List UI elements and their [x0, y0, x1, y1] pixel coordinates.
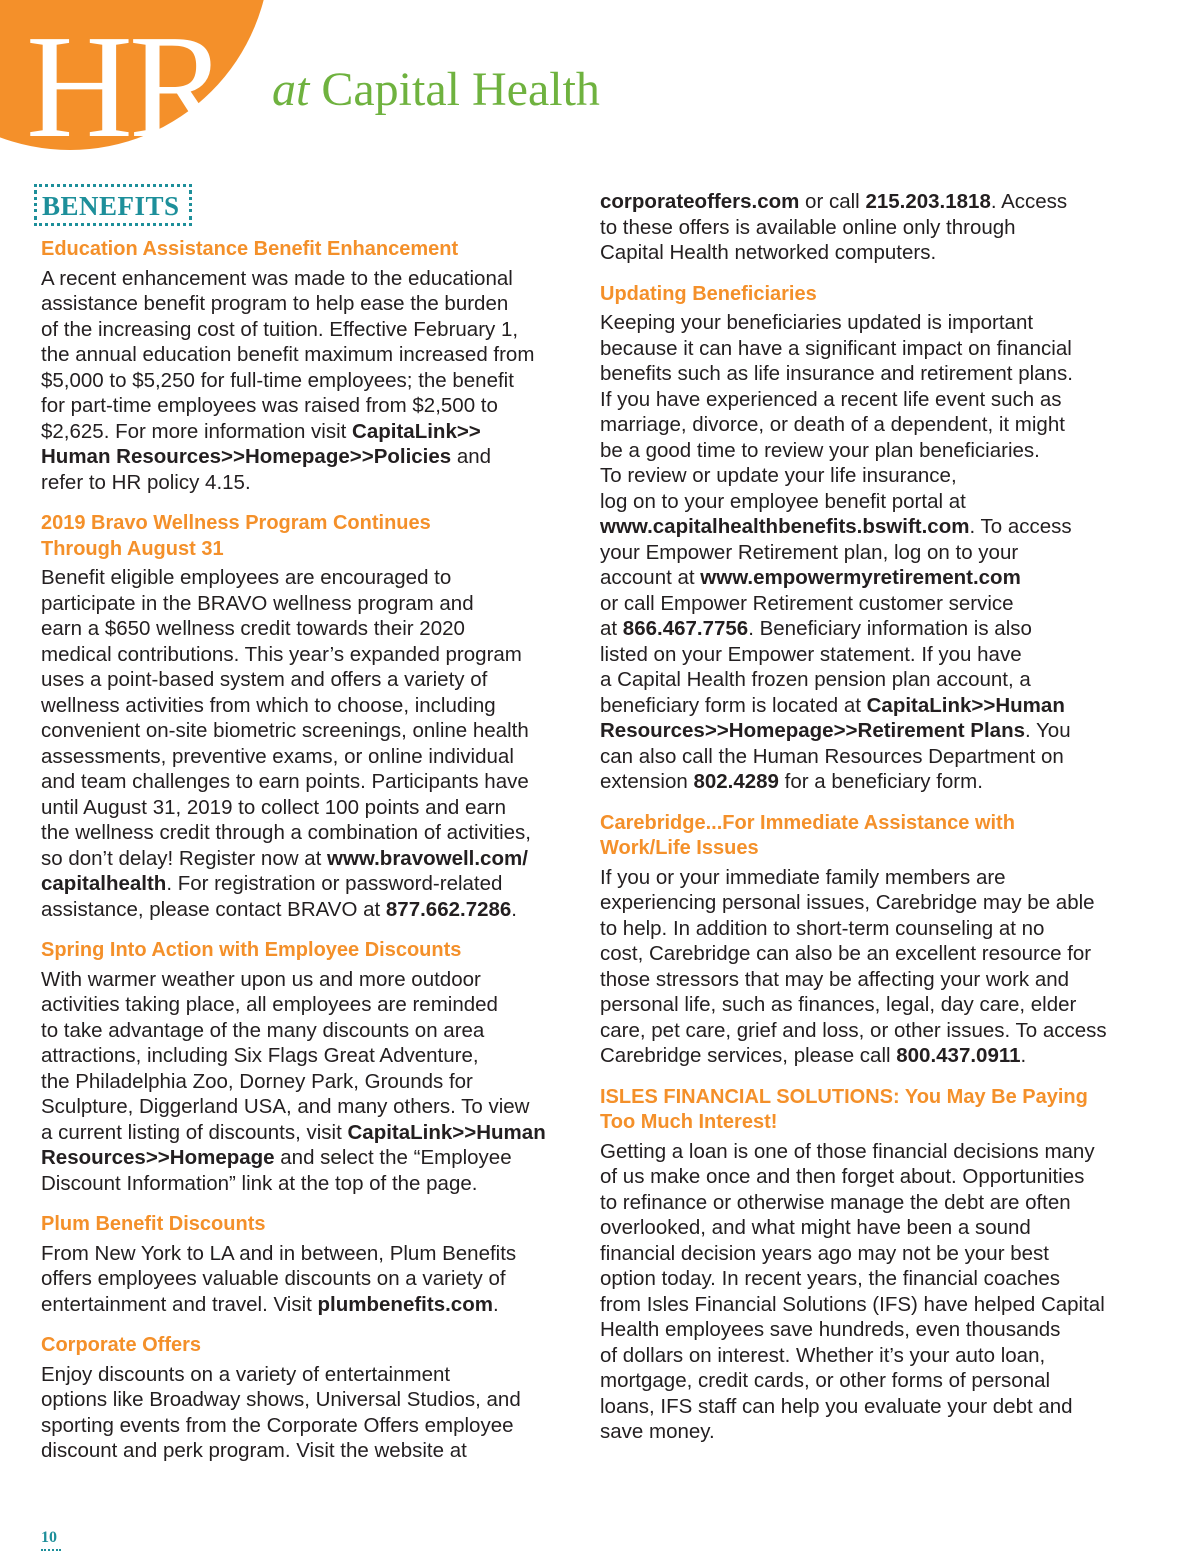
article-body	[41, 1241, 576, 1318]
body-line: save money.	[600, 1420, 715, 1443]
body-line: personal life, such as finances, legal, day care, elder	[600, 993, 1077, 1016]
article-title	[41, 511, 576, 562]
bold-reference: Resources>>Homepage>>Retirement Plans	[600, 719, 1025, 742]
subtitle-at: at	[272, 63, 310, 116]
article-carebridge	[600, 811, 1145, 1069]
article-title	[600, 282, 1145, 308]
body-line: corporateoffers.com or call 215.203.1818. Access	[600, 190, 1068, 213]
body-line: www.capitalhealthbenefits.bswift.com. To access	[600, 515, 1072, 538]
hr-logo: HR	[26, 5, 224, 169]
body-line: $2,625. For more information visit CapitaLink>>	[41, 419, 481, 443]
body-line: earn a $650 wellness credit towards their 2020	[41, 617, 465, 640]
body-line: extension 802.4289 for a beneficiary form.	[600, 770, 983, 793]
article-title	[41, 237, 576, 263]
article-title	[41, 938, 576, 964]
body-line: overlooked, and what might have been a sound	[600, 1216, 1031, 1239]
body-line: Capital Health networked computers.	[600, 241, 937, 264]
title-line: Updating Beneficiaries	[600, 282, 817, 305]
bold-reference: 866.467.7756	[622, 617, 749, 640]
body-line: or call Empower Retirement customer service	[600, 591, 1014, 615]
title-line: Carebridge...For Immediate Assistance with	[600, 811, 1015, 834]
article-corporate-offers	[41, 1333, 576, 1464]
article-bravo-wellness	[41, 511, 576, 922]
body-line: With warmer weather upon us and more outdoor	[41, 967, 481, 991]
title-line: ISLES FINANCIAL SOLUTIONS: You May Be Paying	[600, 1085, 1088, 1108]
bold-reference: corporateoffers.com	[600, 190, 800, 213]
page-number: 10	[41, 1529, 57, 1546]
body-line: log on to your employee benefit portal at	[600, 489, 966, 513]
title-line: Work/Life Issues	[600, 837, 759, 859]
body-line: can also call the Human Resources Department on	[600, 744, 1064, 768]
body-line: If you have experienced a recent life event such as	[600, 387, 1062, 411]
body-line: to refinance or otherwise manage the debt are often	[600, 1190, 1071, 1214]
body-line: experiencing personal issues, Carebridge may be able	[600, 891, 1095, 914]
body-line: the wellness credit through a combination of activities,	[41, 821, 531, 844]
body-line: attractions, including Six Flags Great Adventure,	[41, 1044, 479, 1067]
body-line: activities taking place, all employees are reminded	[41, 993, 498, 1016]
body-line: If you or your immediate family members are	[600, 865, 1006, 889]
bold-reference: 215.203.1818	[865, 190, 991, 213]
bold-reference: 802.4289	[693, 770, 779, 793]
body-line: From New York to LA and in between, Plum Benefits	[41, 1241, 517, 1265]
article-title	[600, 1085, 1145, 1136]
title-line: Plum Benefit Discounts	[41, 1213, 266, 1235]
body-line: Keeping your beneficiaries updated is important	[600, 311, 1034, 334]
body-line: until August 31, 2019 to collect 100 points and earn	[41, 795, 507, 819]
article-corporate-offers-continued	[600, 189, 1145, 266]
bold-reference: www.capitalhealthbenefits.bswift.com	[600, 515, 970, 538]
body-line: Getting a loan is one of those financial decisions many	[600, 1139, 1095, 1163]
article-title	[41, 1212, 576, 1238]
title-line: Too Much Interest!	[600, 1111, 778, 1133]
benefits-badge	[34, 184, 192, 226]
body-line: marriage, divorce, or death of a dependent, it might	[600, 413, 1065, 436]
body-line: wellness activities from which to choose, including	[41, 693, 496, 717]
body-line: a Capital Health frozen pension plan account, a	[600, 668, 1031, 691]
body-line: Health employees save hundreds, even thousands	[600, 1318, 1061, 1341]
body-line: To review or update your life insurance,	[600, 464, 957, 487]
article-body	[600, 189, 1145, 266]
body-line: care, pet care, grief and loss, or other issues. To access	[600, 1018, 1107, 1042]
body-line: participate in the BRAVO wellness program and	[41, 591, 474, 615]
body-line: $5,000 to $5,250 for full-time employees; the benefit	[41, 368, 514, 392]
body-line: convenient on-site biometric screenings, online health	[41, 719, 529, 742]
subtitle-org: Capital Health	[321, 63, 600, 116]
bold-reference: 877.662.7286	[385, 897, 512, 921]
body-line: loans, IFS staff can help you evaluate your debt and	[600, 1394, 1073, 1418]
body-line: refer to HR policy 4.15.	[41, 470, 251, 494]
badge-dotted-border-top	[34, 184, 192, 187]
article-isles-financial	[600, 1085, 1145, 1445]
body-line: A recent enhancement was made to the educational	[41, 266, 513, 290]
body-line: and team challenges to earn points. Participants have	[41, 770, 529, 793]
article-body	[41, 266, 576, 496]
article-body	[600, 310, 1145, 795]
body-line: of us make once and then forget about. Opportunities	[600, 1165, 1085, 1188]
body-line: your Empower Retirement plan, log on to your	[600, 540, 1019, 564]
article-employee-discounts	[41, 938, 576, 1196]
bold-reference: CapitaLink>>Human	[347, 1120, 546, 1144]
body-line: options like Broadway shows, Universal Studios, and	[41, 1388, 521, 1411]
page-number-dots	[41, 1549, 61, 1551]
article-body	[41, 565, 576, 922]
body-line: Resources>>Homepage>>Retirement Plans. You	[600, 719, 1071, 742]
body-line: Enjoy discounts on a variety of entertainment	[41, 1362, 451, 1386]
body-line: mortgage, credit cards, or other forms of personal	[600, 1369, 1051, 1392]
header-subtitle	[272, 62, 600, 118]
body-line: to take advantage of the many discounts on area	[41, 1018, 485, 1042]
bold-reference: CapitaLink>>	[352, 419, 481, 443]
body-line: be a good time to review your plan beneficiaries.	[600, 438, 1040, 462]
badge-dotted-border-right	[189, 190, 192, 220]
body-line: offers employees valuable discounts on a variety of	[41, 1267, 506, 1290]
article-education	[41, 237, 576, 495]
body-line: the annual education benefit maximum increased from	[41, 343, 535, 366]
right-column	[600, 189, 1145, 1461]
body-line: assistance benefit program to help ease the burden	[41, 292, 509, 315]
body-line: Sculpture, Diggerland USA, and many others. To view	[41, 1095, 530, 1118]
body-line: Human Resources>>Homepage>>Policies and	[41, 445, 492, 468]
body-line: discount and perk program. Visit the website at	[41, 1439, 467, 1462]
body-line: Carebridge services, please call 800.437.0911.	[600, 1044, 1027, 1067]
body-line: for part-time employees was raised from $2,500 to	[41, 394, 498, 417]
body-line: account at www.empowermyretirement.com	[600, 566, 1021, 589]
body-line: of dollars on interest. Whether it’s your auto loan,	[600, 1343, 1046, 1367]
bold-reference: Human Resources>>Homepage>>Policies	[41, 445, 452, 468]
body-line: Benefit eligible employees are encouraged to	[41, 566, 452, 589]
body-line: because it can have a significant impact on financial	[600, 336, 1072, 360]
body-line: assistance, please contact BRAVO at 877.662.7286.	[41, 897, 517, 921]
section-label: BENEFITS	[42, 191, 180, 221]
article-body	[600, 1139, 1145, 1445]
article-title	[41, 1333, 576, 1359]
article-plum-benefits	[41, 1212, 576, 1317]
body-line: uses a point-based system and offers a variety of	[41, 668, 488, 691]
bold-reference: plumbenefits.com	[317, 1292, 493, 1316]
body-line: capitalhealth. For registration or password-related	[41, 872, 503, 895]
body-line: medical contributions. This year’s expanded program	[41, 642, 522, 666]
title-line: Spring Into Action with Employee Discounts	[41, 939, 462, 961]
body-line: from Isles Financial Solutions (IFS) have helped Capital	[600, 1292, 1105, 1316]
body-line: sporting events from the Corporate Offers employee	[41, 1413, 514, 1437]
body-line: financial decision years ago may not be your best	[600, 1241, 1049, 1265]
body-line: assessments, preventive exams, or online individual	[41, 744, 514, 768]
body-line: at 866.467.7756. Beneficiary information is also	[600, 617, 1032, 640]
title-line: Through August 31	[41, 537, 224, 560]
title-line: 2019 Bravo Wellness Program Continues	[41, 512, 431, 534]
body-line: cost, Carebridge can also be an excellent resource for	[600, 942, 1092, 965]
body-line: entertainment and travel. Visit plumbenefits.com.	[41, 1292, 499, 1316]
bold-reference: CapitaLink>>Human	[866, 693, 1065, 717]
article-body	[41, 967, 576, 1197]
left-column	[41, 237, 576, 1480]
body-line: Resources>>Homepage and select the “Employee	[41, 1146, 512, 1169]
body-line: to help. In addition to short-term counseling at no	[600, 916, 1045, 940]
body-line: those stressors that may be affecting your work and	[600, 967, 1070, 991]
bold-reference: www.empowermyretirement.com	[700, 566, 1021, 589]
article-body	[600, 865, 1145, 1069]
body-line: to these offers is available online only through	[600, 215, 1016, 239]
body-line: option today. In recent years, the financial coaches	[600, 1267, 1061, 1290]
article-updating-beneficiaries	[600, 282, 1145, 795]
badge-dotted-border-bottom	[34, 223, 192, 226]
body-line: beneficiary form is located at CapitaLink>>Human	[600, 693, 1065, 717]
body-line: benefits such as life insurance and retirement plans.	[600, 362, 1073, 385]
body-line: Discount Information” link at the top of the page.	[41, 1171, 478, 1195]
badge-dotted-border-left	[34, 190, 37, 220]
body-line: the Philadelphia Zoo, Dorney Park, Grounds for	[41, 1069, 473, 1093]
article-title	[600, 811, 1145, 862]
article-body	[41, 1362, 576, 1464]
title-line: Education Assistance Benefit Enhancement	[41, 238, 459, 260]
bold-reference: capitalhealth	[41, 872, 167, 895]
body-line: listed on your Empower statement. If you have	[600, 642, 1022, 666]
body-line: so don’t delay! Register now at www.bravowell.com/	[41, 846, 528, 870]
bold-reference: Resources>>Homepage	[41, 1146, 275, 1169]
bold-reference: 800.437.0911	[896, 1044, 1021, 1067]
title-line: Corporate Offers	[41, 1334, 202, 1356]
bold-reference: www.bravowell.com/	[327, 846, 528, 870]
body-line: of the increasing cost of tuition. Effective February 1,	[41, 317, 519, 341]
body-line: a current listing of discounts, visit CapitaLink>>Human	[41, 1120, 546, 1144]
